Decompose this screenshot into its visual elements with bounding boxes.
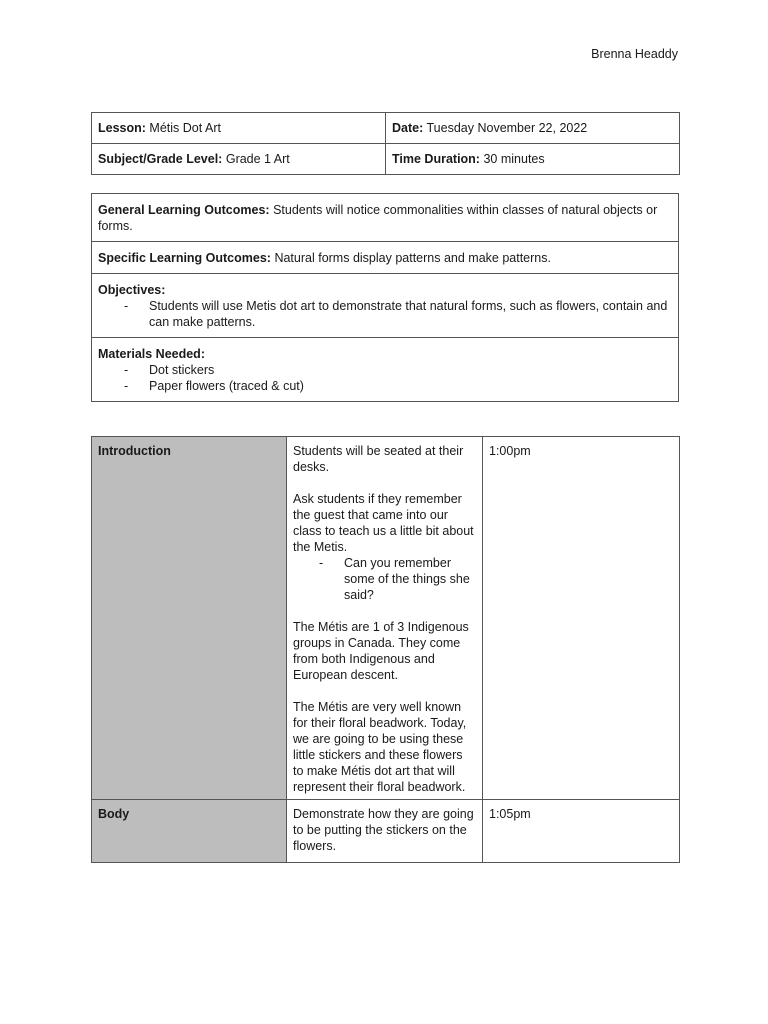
materials-cell [92,338,679,402]
lesson-label: Lesson: [98,121,146,135]
lesson-info-table [91,112,680,175]
phase-activity [287,437,483,800]
activity-text: Students will be seated at their desks. [293,444,464,474]
materials-list [98,362,672,394]
duration-cell [386,144,680,175]
date-value: Tuesday November 22, 2022 [426,121,588,135]
procedure-row-introduction [92,437,680,800]
objective-item: - Students will use Metis dot art to demonstrate that natural forms, such as flowers, contain and can make patterns. [124,298,672,330]
activity-text: The Métis are very well known for their floral beadwork. Today, we are going to be using these little stickers and these flowers to make Métis dot art that will represent their floral beadwork. [293,700,467,794]
outcomes-table [91,193,679,402]
subject-label: Subject/Grade Level: [98,152,223,166]
general-outcomes-value: Students will notice commonalities within classes of natural objects or forms. [98,203,658,233]
subject-value: Grade 1 Art [225,152,290,166]
lesson-info-row [92,144,680,175]
activity-text: The Métis are 1 of 3 Indigenous groups in Canada. They come from both Indigenous and European descent. [293,620,469,682]
phase-activity [287,800,483,863]
duration-label: Time Duration: [392,152,480,166]
activity-question-list [293,555,476,603]
material-item: - Dot stickers [124,362,672,378]
specific-outcomes-cell [92,242,679,274]
procedure-row-body [92,800,680,863]
phase-label: Introduction [92,437,287,800]
general-outcomes-cell [92,194,679,242]
date-cell [386,113,680,144]
material-item: - Paper flowers (traced & cut) [124,378,672,394]
subject-cell [92,144,386,175]
lesson-cell [92,113,386,144]
general-outcomes-label: General Learning Outcomes: [98,203,270,217]
objectives-cell [92,274,679,338]
specific-outcomes-label: Specific Learning Outcomes: [98,251,271,265]
activity-text: Ask students if they remember the guest that came into our class to teach us a little bit about the Metis. [293,492,474,554]
phase-label: Body [92,800,287,863]
specific-outcomes-value: Natural forms display patterns and make patterns. [274,251,551,265]
phase-time: 1:00pm [483,437,680,800]
lesson-value: Métis Dot Art [149,121,221,135]
objectives-list [98,298,672,330]
phase-time: 1:05pm [483,800,680,863]
date-label: Date: [392,121,424,135]
activity-text: Demonstrate how they are going to be putting the stickers on the flowers. [293,807,474,853]
lesson-info-row [92,113,680,144]
objectives-label: Objectives: [98,283,166,297]
author-name: Brenna Headdy [591,47,678,61]
procedure-table [91,436,680,863]
duration-value: 30 minutes [483,152,545,166]
activity-question: - Can you remember some of the things she said? [319,555,476,603]
materials-label: Materials Needed: [98,347,205,361]
